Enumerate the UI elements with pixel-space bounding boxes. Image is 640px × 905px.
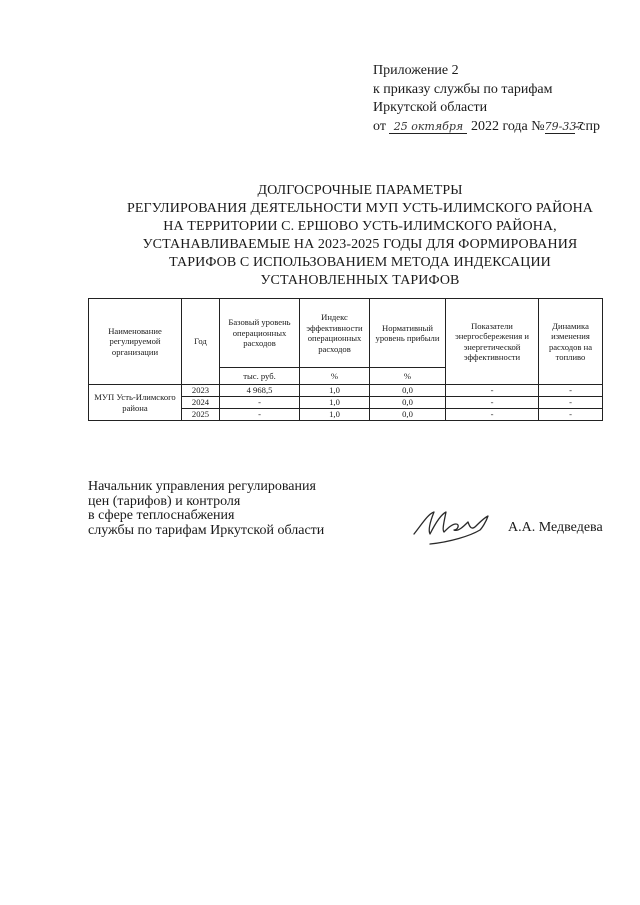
cell-index: 1,0 [300,385,370,397]
unit-profit: % [370,368,446,385]
table-header-row [89,299,603,368]
number-suffix: -спр [574,118,600,134]
org-name-cell: МУП Усть-Илимского района [89,385,182,421]
cell-year: 2024 [182,397,220,409]
cell-base: - [220,397,300,409]
cell-base: - [220,409,300,421]
signer-position-line: Начальник управления регулирования [88,479,316,494]
header-org: Наименование регулируемой организации [89,299,182,385]
parameters-table [88,298,603,421]
document-title [60,182,640,290]
header-profit: Нормативный уровень прибыли [370,299,446,368]
appendix-title: Приложение 2 [373,63,459,78]
title-line: ТАРИФОВ С ИСПОЛЬЗОВАНИЕМ МЕТОДА ИНДЕКСАЦИИ [169,255,551,270]
title-line: УСТАНОВЛЕННЫХ ТАРИФОВ [260,273,460,288]
cell-fuel: - [539,397,603,409]
handwritten-number: 79-337 [544,119,584,133]
cell-fuel: - [539,385,603,397]
cell-index: 1,0 [300,409,370,421]
date-prefix: от [373,118,386,134]
title-line: НА ТЕРРИТОРИИ С. ЕРШОВО УСТЬ-ИЛИМСКОГО РАЙОНА, [163,219,557,234]
cell-index: 1,0 [300,397,370,409]
appendix-region: Иркутской области [373,100,488,115]
cell-base: 4 968,5 [220,385,300,397]
signer-name: А.А. Медведева [508,520,603,535]
cell-profit: 0,0 [370,397,446,409]
signer-position-line: службы по тарифам Иркутской области [88,522,325,538]
header-base: Базовый уровень операционных расходов [220,299,300,368]
header-energy: Показатели энергосбережения и энергетической эффективности [446,299,539,385]
cell-energy: - [446,385,539,397]
header-year: Год [182,299,220,385]
unit-index: % [300,368,370,385]
handwritten-date: 25 октября [389,120,467,134]
handwritten-signature [410,500,500,550]
table-row [89,385,603,397]
appendix-block [373,62,600,136]
cell-year: 2025 [182,409,220,421]
title-line: РЕГУЛИРОВАНИЯ ДЕЯТЕЛЬНОСТИ МУП УСТЬ-ИЛИМСКОГО РАЙОНА [126,201,594,216]
appendix-order-ref: к приказу службы по тарифам [373,81,553,97]
cell-energy: - [446,397,539,409]
title-line: УСТАНАВЛИВАЕМЫЕ НА 2023-2025 ГОДЫ ДЛЯ ФОРМИРОВАНИЯ [142,237,578,252]
unit-base: тыс. руб. [220,368,300,385]
cell-year: 2023 [182,385,220,397]
header-index: Индекс эффективности операционных расходов [300,299,370,368]
signer-position-line: цен (тарифов) и контроля [88,493,241,509]
title-line: ДОЛГОСРОЧНЫЕ ПАРАМЕТРЫ [257,183,463,198]
cell-profit: 0,0 [370,385,446,397]
cell-fuel: - [539,409,603,421]
header-fuel: Динамика изменения расходов на топливо [539,299,603,385]
signer-position-line: в сфере теплоснабжения [88,508,235,523]
signature-block [88,480,324,538]
cell-profit: 0,0 [370,409,446,421]
appendix-date-line [373,118,600,137]
cell-energy: - [446,409,539,421]
year-text: 2022 года № [470,118,545,134]
